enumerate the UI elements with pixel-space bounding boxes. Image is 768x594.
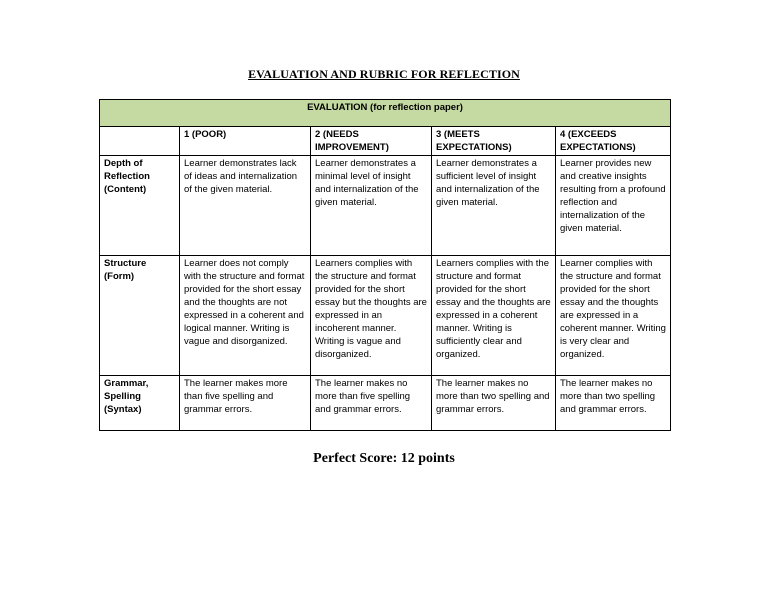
banner-row (100, 100, 671, 127)
rubric-cell: Learners complies with the structure and format provided for the short essay but the thoughts are expressed in an incoherent manner. Writing is vague and disorganized. (311, 256, 432, 376)
rubric-cell: Learner demonstrates lack of ideas and internalization of the given material. (180, 156, 311, 256)
rubric-cell: Learners complies with the structure and format provided for the short essay and the thoughts are expressed in a coherent manner. Writing is sufficiently clear and organized. (432, 256, 556, 376)
rubric-cell: The learner makes no more than two spelling and grammar errors. (556, 376, 671, 431)
rubric-cell: The learner makes more than five spelling and grammar errors. (180, 376, 311, 431)
table-row (100, 376, 671, 431)
header-cell-needs-improvement: 2 (NEEDS IMPROVEMENT) (311, 127, 432, 156)
perfect-score: Perfect Score: 12 points (313, 451, 455, 466)
criterion-cell: Structure (Form) (100, 256, 180, 376)
rubric-cell: Learner demonstrates a sufficient level of insight and internalization of the given material. (432, 156, 556, 256)
rubric-cell: Learner complies with the structure and format provided for the short essay and the thoughts are expressed in a coherent manner. Writing is very clear and organized. (556, 256, 671, 376)
table-row (100, 256, 671, 376)
rubric-cell: The learner makes no more than five spelling and grammar errors. (311, 376, 432, 431)
header-cell-exceeds-expectations: 4 (EXCEEDS EXPECTATIONS) (556, 127, 671, 156)
rubric-cell: The learner makes no more than two spelling and grammar errors. (432, 376, 556, 431)
table-banner: EVALUATION (for reflection paper) (100, 100, 671, 127)
rubric-cell: Learner provides new and creative insights resulting from a profound reflection and internalization of the given material. (556, 156, 671, 256)
header-cell-meets-expectations: 3 (MEETS EXPECTATIONS) (432, 127, 556, 156)
rubric-cell: Learner does not comply with the structure and format provided for the short essay and the thoughts are not expressed in a coherent and logical manner. Writing is vague and disorganized. (180, 256, 311, 376)
header-row (100, 127, 671, 156)
header-cell-poor: 1 (POOR) (180, 127, 311, 156)
criterion-cell: Depth of Reflection (Content) (100, 156, 180, 256)
criterion-cell: Grammar, Spelling (Syntax) (100, 376, 180, 431)
document-title: EVALUATION AND RUBRIC FOR REFLECTION (248, 67, 520, 81)
rubric-cell: Learner demonstrates a minimal level of insight and internalization of the given material. (311, 156, 432, 256)
table-row (100, 156, 671, 256)
rubric-table (99, 99, 671, 431)
header-cell-criteria (100, 127, 180, 156)
